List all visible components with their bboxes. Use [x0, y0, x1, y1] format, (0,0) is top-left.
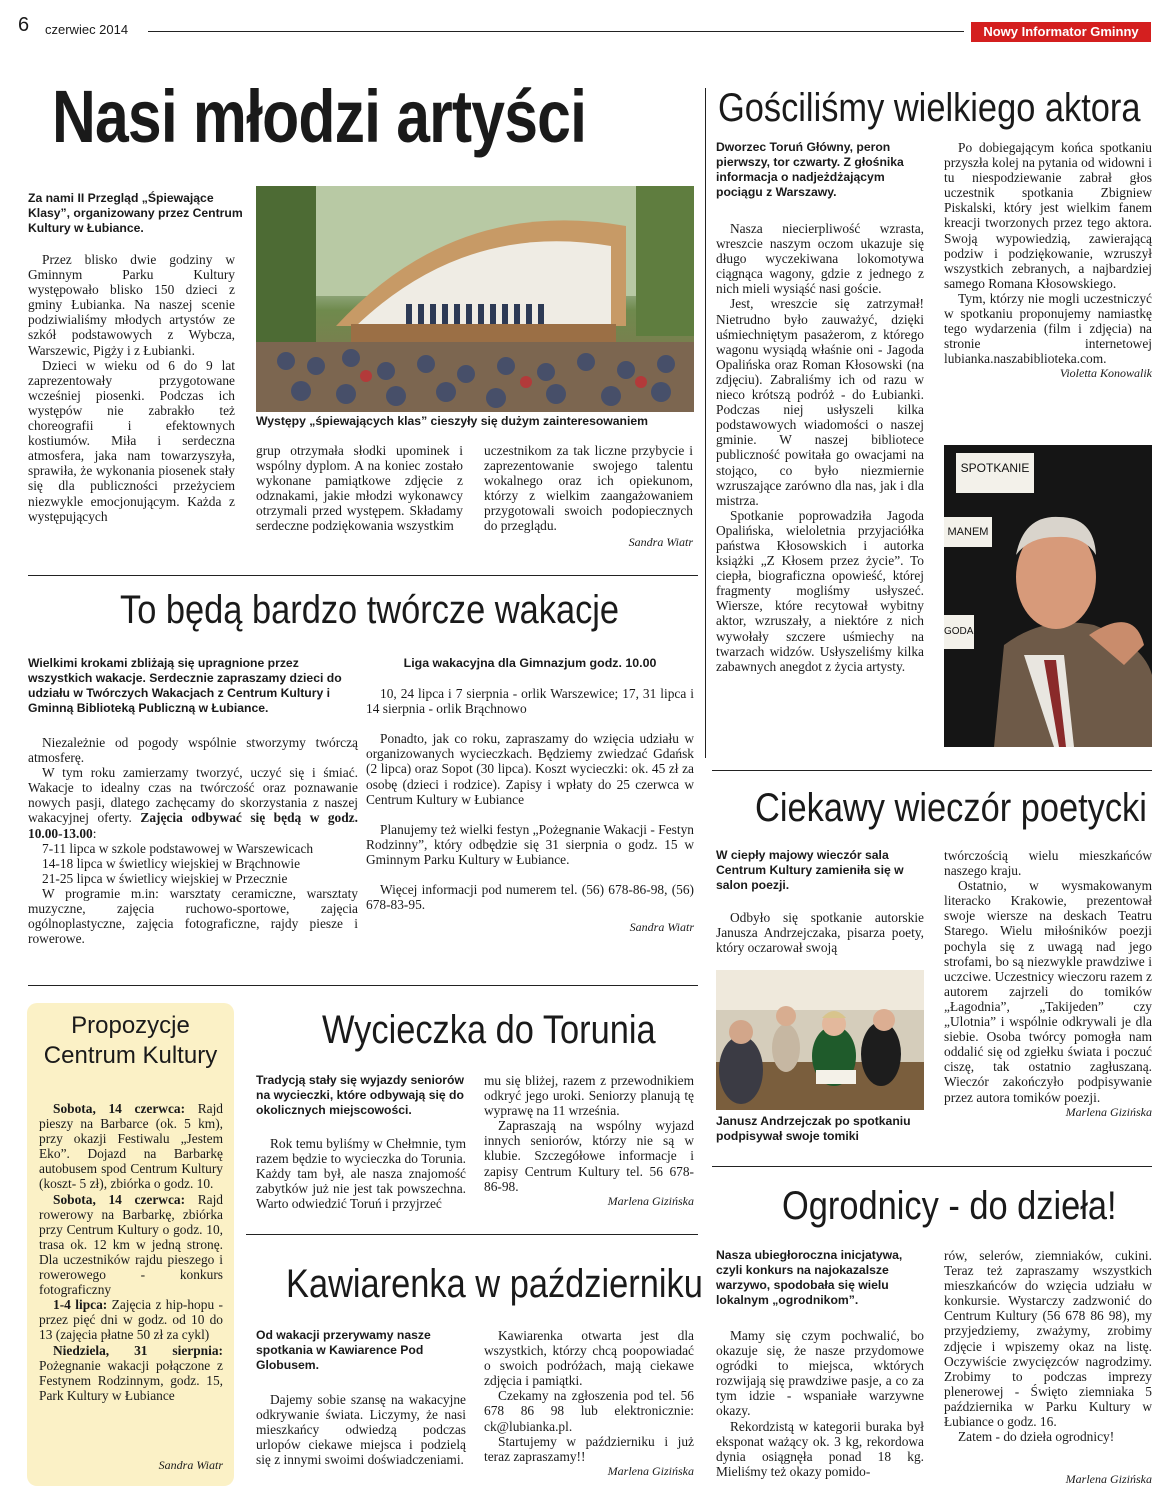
paragraph-emphasis: Zajęcia odbywać się będą w godz. 10.00-13.00	[28, 810, 358, 841]
author-signature: Marlena Gizińska	[1065, 1104, 1152, 1119]
paragraph: Jest, wreszcie się zatrzymał! Nietrudno było zauważyć, dzięki uśmiechniętym pasażerom, z którego wagonu wysiądą właśnie oni - Jagoda Opalińska oraz Roman Kłosowski (na zdjęciu). Zabraliśmy ich od razu w nieco krótszą podróż - do Łubianki. Podczas niej usłyszeli kilka podstawowych wiadomości o naszej gminie. W naszej bibliotece publiczność powitała go owacjami na stojąco, co było niezmiernie wzruszające zarówno dla nas, jak i dla mistrza.	[716, 296, 924, 508]
section-divider	[712, 1166, 1152, 1167]
paragraph-text: :	[92, 825, 97, 841]
event-item	[39, 1192, 223, 1298]
event-text: Rajd pieszy na Barbarce (ok. 5 km), przy okazji Festiwalu „Jestem Eko”. Dojazd na Barbarkę autobusem spod Centrum Kultury (koszt- 5 zł), zbiórka o godz. 10.	[39, 1101, 223, 1192]
article-column	[256, 1136, 466, 1211]
paragraph: rów, selerów, ziemniaków, cukini. Teraz też zapraszamy wszystkich mieszkańców do wzięcia udziału w konkursie. Wystarczy zadzwonić do Centrum Kultury (56 678 86 98), my przyjedziemy, zważymy, zrobimy zdjęcie i wpiszemy okaz na listę. Oczywiście zwycięzców nagrodzimy. Zrobimy to podczas imprezy plenerowej - Święto ziemniaka 5 października w Parku Kultury w Łubiance o godz. 16.	[944, 1248, 1152, 1430]
paragraph: Ostatnio, w wysmakowanym literacko Krakowie, prezentował swoje wiersze na deskach Teatru Starego. Wielu miłośników poezji pochyla się z uwagą nad jego strofami, bo są niezwykle prawdziwe i uczciwe. Uczestnicy wieczoru razem z autorem zajrzeli do tomików „Łagodnia”, „Takijeden” czy „Ulotnia” i wspólnie odkrywali je dla siebie. Osoba twórcy pomogła nam oddalić się od zgiełku świata i poczuć ciszę, tak ostatnio zagłuszaną. Wieczór zakończyło podpisywanie przez autora tomików poezji.	[944, 878, 1152, 1105]
article-column	[256, 1392, 466, 1467]
article-lead: Nasza ubiegłoroczna inicjatywa, czyli konkurs na najokazalsze warzywo, spodobała się wielu lokalnym „ogrodnikom”.	[716, 1248, 903, 1307]
box-title-line: Propozycje	[71, 1012, 190, 1039]
header-rule	[148, 31, 964, 32]
paragraph: Tym, którzy nie mogli uczestniczyć w spotkaniu proponujemy namiastkę tego wydarzenia (film i zdjęcia) na stronie internetowej lubianka.naszabiblioteka.com.	[944, 290, 1152, 367]
article-title: Kawiarenka w październiku	[286, 1262, 703, 1306]
article-lead: Od wakacji przerywamy nasze spotkania w Kawiarence Pod Globusem.	[256, 1328, 431, 1372]
author-signature: Marlena Gizińska	[607, 1463, 694, 1478]
column-divider	[705, 88, 706, 758]
paragraph: Zatem - do dzieła ogrodnicy!	[958, 1429, 1115, 1445]
article-column	[484, 1328, 694, 1479]
author-signature: Marlena Gizińska	[1065, 1472, 1152, 1486]
article-lead: Wielkimi krokami zbliżają się upragnione przez wszystkich wakacje. Serdecznie zapraszamy dzieci do udziału w Twórczych Wakacjach z Centrum Kultury i Gminną Biblioteką Publiczną w Łubiance.	[28, 656, 342, 715]
event-text: Pożegnanie wakacji połączone z Festynem Rodzinnym, godz. 15, Park Kultury w Łubiance	[39, 1357, 223, 1403]
issue-date: czerwiec 2014	[45, 22, 129, 37]
article-column	[366, 656, 694, 935]
event-item	[39, 1101, 223, 1192]
section-divider	[712, 770, 1152, 771]
paragraph: Kawiarenka otwarta jest dla wszystkich, którzy chcą poopowiadać o swoich podróżach, mają ciekawe zdjęcia i pamiątki.	[484, 1328, 694, 1389]
photo-caption: Występy „śpiewających klas” cieszyły się dużym zainteresowaniem	[256, 414, 648, 428]
section-subtitle: Liga wakacyjna dla Gimnazjum godz. 10.00	[403, 656, 657, 670]
schedule-line: 14-18 lipca w świetlicy wiejskiej w Brąchnowie	[42, 855, 301, 871]
schedule-line: 7-11 lipca w szkole podstawowej w Warszewicach	[42, 840, 314, 856]
paragraph: Niezależnie od pogody wspólnie stworzymy twórczą atmosferę.	[28, 735, 358, 766]
event-text: Zajęcia z hip-hopu - przez pięć dni w godz. od 10 do 13 (zajęcia płatne 50 zł za cykl)	[39, 1297, 224, 1343]
event-date: Sobota, 14 czerwca:	[53, 1191, 186, 1207]
event-text: Rajd rowerowy na Barbarkę, zbiórka przy Centrum Kultury o godz. 10, trasa ok. 12 km w jedną stronę. Dla uczestników rajdu pieszego i rowerowego - konkurs fotograficzny	[39, 1191, 223, 1298]
paragraph: Mamy się czym pochwalić, bo okazuje się, że nasze przydomowe ogródki to miejsca, wktórych rozwijają się prawdziwe pasje, a co za tym idzie - wspaniałe warzywne okazy.	[716, 1328, 924, 1419]
article-lead: Tradycją stały się wyjazdy seniorów na wycieczki, które odbywają się do okolicznych miejscowości.	[256, 1073, 464, 1117]
reading-photo-image	[716, 970, 924, 1110]
paragraph: Czekamy na zgłoszenia pod tel. 56 678 86 98 lub elektronicznie: ck@lubianka.pl.	[484, 1388, 694, 1434]
article-column	[944, 848, 1152, 1120]
section-divider	[28, 575, 698, 576]
paragraph: Dzieci w wieku od 6 do 9 lat zaprezentowały przygotowane wcześniej piosenki. Podczas ich występów nie zabrakło też choreografii i efektownych kostiumów. Miła i serdeczna atmosfera, jaka nam towarzyszyła, sprawiła, że wykonania piosenek stały się dla publiczności przeżyciem niezwykle emocjonującym. Każda z występujących	[28, 357, 235, 524]
section-divider	[246, 1234, 698, 1235]
actor-photo	[944, 445, 1152, 747]
stage-photo	[256, 186, 694, 412]
paragraph: grup otrzymała słodki upominek i wspólny dyplom. A na koniec zostało wykonane pamiątkowe zdjęcie z odznakami, jakie młodzi wykonawcy otrzymali przed występem. Składamy serdeczne podziękowania wszystkim	[256, 443, 463, 534]
author-signature: Marlena Gizińska	[607, 1193, 694, 1208]
paragraph: Zapraszają na wspólny wyjazd innych seniorów, którzy nie są w klubie. Szczegółowe informacje i zapisy Centrum Kultury tel. 56 678-86-98.	[484, 1118, 694, 1194]
paragraph: 10, 24 lipca i 7 sierpnia - orlik Warszewice; 17, 31 lipca i 14 sierpnia - orlik Brąchnowo	[366, 686, 694, 717]
schedule-line: 21-25 lipca w świetlicy wiejskiej w Przecznie	[42, 870, 288, 886]
author-signature: Sandra Wiatr	[628, 534, 693, 549]
author-signature: Violetta Konowalik	[1059, 366, 1152, 381]
paragraph: Startujemy w październiku i już teraz zapraszamy!!	[484, 1433, 694, 1464]
stage-photo-image	[256, 186, 694, 412]
article-lead: Za nami II Przegląd „Śpiewające Klasy”, organizowany przez Centrum Kultury w Łubiance.	[28, 191, 243, 235]
article-title: To będą bardzo twórcze wakacje	[120, 588, 620, 632]
article-column	[484, 1073, 694, 1209]
article-column	[716, 221, 924, 674]
box-title	[27, 1011, 234, 1071]
photo-caption: Janusz Andrzejczak po spotkaniu podpisywał swoje tomiki	[716, 1114, 911, 1143]
paragraph: Ponadto, jak co roku, zapraszamy do wzięcia udziału w organizowanych wycieczkach. Będziemy zwiedzać Gdańsk (2 lipca) oraz Sopot (30 lipca). Koszt wycieczki: ok. 45 zł za osobę (dzieci i rodzice). Zapisy i wpłaty do 25 czerwca w Centrum Kultury w Łubiance	[366, 731, 694, 807]
photo-sign: GODA	[944, 615, 974, 649]
paragraph: Odbyło się spotkanie autorskie Janusza Andrzejczaka, pisarza poety, który oczarował swoją	[716, 910, 924, 956]
article-column	[944, 140, 1152, 382]
event-date: Sobota, 14 czerwca:	[53, 1101, 186, 1116]
article-title: Ciekawy wieczór poetycki	[755, 786, 1147, 830]
article-lead: W ciepły majowy wieczór sala Centrum Kultury zamieniła się w salon poezji.	[716, 848, 904, 892]
page-number: 6	[18, 14, 30, 36]
event-item	[39, 1343, 223, 1403]
article-column	[944, 1248, 1152, 1444]
article-title: Nasi młodzi artyści	[52, 75, 587, 158]
paragraph: mu się bliżej, razem z przewodnikiem odkryć jego uroki. Seniorzy planują tę wyprawę na 11 września.	[484, 1073, 694, 1119]
paragraph: W programie m.in: warsztaty ceramiczne, warsztaty muzyczne, zajęcia ruchowo-sportowe, zajęcia ogólnoplastyczne, zajęcia fotograficzne, rajdy piesze i rowerowe.	[28, 885, 358, 947]
paragraph: Więcej informacji pod numerem tel. (56) 678-86-98, (56) 678-83-95.	[366, 882, 694, 913]
event-date: Niedziela, 31 sierpnia:	[53, 1342, 223, 1358]
paragraph: Spotkanie poprowadziła Jagoda Opalińska, wieloletnia przyjaciółka państwa Kłosowskich i autorka książki „Z Kłosem przez życie”. To ciepła, biograficzna opowieść, której fragmenty mogliśmy usłyszeć. Wiersze, które recytował wybitny aktor, wzruszały, a niektóre z nich wywołały szczere uśmiechy na twarzach widzów. Usłyszeliśmy kilka zabawnych anegdot z życia artysty.	[716, 507, 924, 674]
actor-portrait	[944, 445, 1152, 747]
reading-photo	[716, 970, 924, 1110]
author-signature: Sandra Wiatr	[629, 920, 694, 935]
section-divider	[28, 985, 698, 986]
article-title: Wycieczka do Torunia	[322, 1008, 656, 1052]
article-title: Gościliśmy wielkiego aktora	[718, 86, 1141, 130]
events-list	[39, 1101, 223, 1403]
paragraph-text: W tym roku zamierzamy tworzyć, uczyć się i śmiać. Wakacje to idealny czas na twórczość oraz poznawanie nowych pasji, dlatego zachęcamy do skorzystania z naszej wakacyjnej oferty.	[28, 765, 358, 826]
paragraph: uczestnikom za tak liczne przybycie i zaprezentowanie swojego talentu wokalnego oraz ich opiekunom, którzy z wielkim zaangażowaniem przygotowali swoich podopiecznych do przeglądu.	[484, 443, 693, 534]
author-signature: Sandra Wiatr	[158, 1458, 223, 1472]
publication-badge: Nowy Informator Gminny	[971, 22, 1151, 42]
paragraph: Rok temu byliśmy w Chełmnie, tym razem będzie to wycieczka do Torunia. Każdy tam był, ale nasza znajomość zabytków już nie jest tak powszechna. Warto odwiedzić Toruń i przyjrzeć	[256, 1136, 466, 1212]
paragraph: Rekordzistą w kategorii buraka był eksponat ważący ok. 3 kg, rekordowa dynia osiągnęła ponad 18 kg. Mieliśmy też okazy pomido-	[716, 1418, 924, 1479]
box-title-line: Centrum Kultury	[43, 1042, 218, 1069]
article-column	[716, 910, 924, 955]
article-title: Ogrodnicy - do dzieła!	[782, 1184, 1117, 1228]
photo-sign: MANEM	[944, 517, 992, 547]
event-item	[39, 1297, 223, 1342]
paragraph	[28, 765, 358, 840]
article-column	[484, 443, 693, 550]
article-column	[716, 1328, 924, 1479]
paragraph: Planujemy też wielki festyn „Pożegnanie Wakacji - Festyn Rodzinny”, który odbędzie się 31 sierpnia o godz. 15 w Gminnym Parku Kultury w Łubiance.	[366, 821, 694, 867]
photo-sign: SPOTKANIE	[956, 453, 1034, 493]
article-column	[28, 735, 358, 946]
paragraph: Nasza niecierpliwość wzrasta, wreszcie naszym oczom ukazuje się długo wyczekiwana lokomotywa ciągnąca wagony, gdzie z jednego z nich mieli wysiąść nasi goście.	[716, 221, 924, 297]
article-column	[256, 443, 463, 534]
paragraph: Po dobiegającym końca spotkaniu przyszła kolej na pytania od widowni i tu niespodziewanie zabrał głos uczestnik spotkania Zbigniew Piskalski, który jest wielkim fanem kreacji tworzonych przez tego aktora. Swoją wypowiedzią, zawierającą podziw i podziękowanie, wzruszył wszystkich zebranych, a najbardziej samego Romana Kłosowskiego.	[944, 140, 1152, 291]
event-date: 1-4 lipca:	[53, 1297, 108, 1313]
article-lead: Dworzec Toruń Główny, peron pierwszy, tor czwarty. Z głośnika informacja o nadjeżdżającym pociągu z Warszawy.	[716, 140, 904, 199]
article-column	[28, 252, 235, 524]
events-box	[27, 1003, 234, 1486]
paragraph: Dajemy sobie szansę na wakacyjne odkrywanie świata. Liczymy, że nasi mieszkańcy odwiedzą podczas urlopów ciekawe miejsca i podzielą się z innymi swoimi doświadczeniami.	[256, 1392, 466, 1468]
paragraph: Przez blisko dwie godziny w Gminnym Parku Kultury występowało blisko 150 dzieci z gminy Łubianka. Na naszej scenie podziwialiśmy młodych artystów ze szkół podstawowych z Wybcza, Warszewic, Pigży i z Łubianki.	[28, 252, 235, 358]
paragraph: twórczością wielu mieszkańców naszego kraju.	[944, 848, 1152, 879]
